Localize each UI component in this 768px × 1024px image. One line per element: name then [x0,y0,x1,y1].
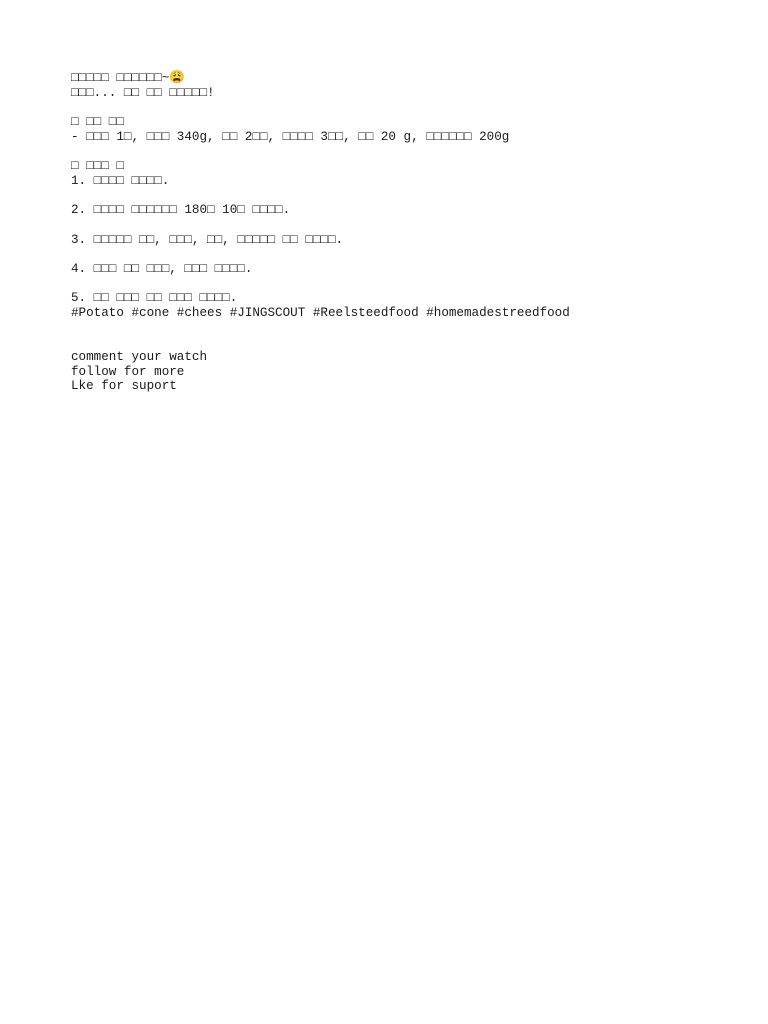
step-4: 4. □□□ □□ □□□, □□□ □□□□. [71,261,253,276]
blank-line [71,189,751,204]
ingredients-heading: □ □□ □□ [71,115,124,130]
document-body [71,71,751,394]
cta-follow: follow for more [71,364,185,379]
hashtags: #Potato #cone #chees #JINGSCOUT #Reelsteedfood #homemadestreedfood [71,306,570,320]
blank-line [71,277,751,292]
blank-line [71,247,751,262]
blank-line [71,321,751,336]
blank-line [71,144,751,159]
step-5: 5. □□ □□□ □□ □□□ □□□□. [71,291,238,306]
weary-face-emoji: 😩 [169,71,185,85]
intro-line-2: □□□... □□ □□ □□□□□! [71,85,215,100]
step-3: 3. □□□□□ □□, □□□, □□, □□□□□ □□ □□□□. [71,232,344,247]
intro-text: □□□□□ □□□□□□~ [71,71,170,85]
steps-heading: □ □□□ □ [71,159,124,174]
step-2: 2. □□□□ □□□□□□ 180□ 10□ □□□□. [71,203,291,218]
ingredients-list: - □□□ 1□, □□□ 340g, □□ 2□□, □□□□ 3□□, □□ 20 g, □□□□□□ 200g [71,129,510,144]
blank-line [71,218,751,233]
intro-line-1 [71,71,751,86]
cta-comment: comment your watch [71,350,208,365]
step-1: 1. □□□□ □□□□. [71,173,170,188]
blank-line [71,335,751,350]
cta-like: Lke for suport [71,379,177,394]
blank-line [71,100,751,115]
